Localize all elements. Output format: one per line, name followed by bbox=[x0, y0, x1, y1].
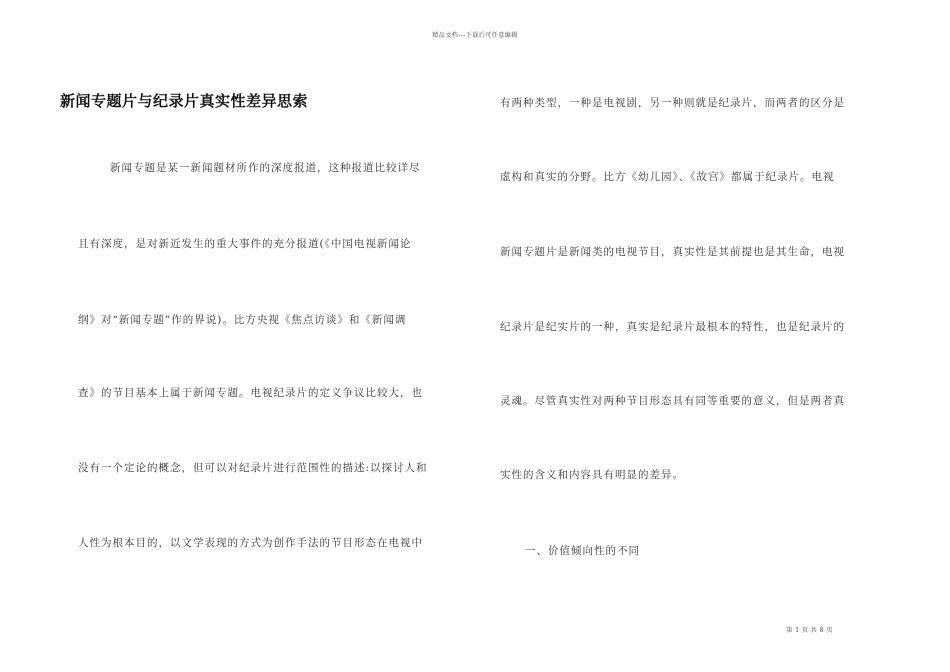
page-header: 精品文档---下载后可任意编辑 bbox=[432, 32, 518, 39]
document-title: 新闻专题片与纪录片真实性差异思索 bbox=[60, 92, 309, 110]
left-paragraph-line: 没有一个定论的概念，但可以对纪录片进行范围性的描述:以探讨人和 bbox=[78, 462, 428, 474]
right-paragraph-line: 纪录片是纪实片的一种，真实是纪录片最根本的特性，也是纪录片的 bbox=[500, 321, 845, 333]
right-paragraph-line: 新闻专题片是新闻类的电视节目，真实性是其前提也是其生命，电视 bbox=[500, 246, 845, 258]
left-paragraph-line: 查》的节目基本上属于新闻专题。电视纪录片的定义争议比较大，也 bbox=[78, 387, 423, 399]
left-paragraph-line: 新闻专题是某一新闻题材所作的深度报道，这种报道比较详尽 bbox=[110, 162, 421, 174]
right-paragraph-line: 虚构和真实的分野。比方《幼儿园》、《故宫》都属于纪录片。电视 bbox=[500, 171, 835, 183]
left-paragraph-line: 且有深度，是对新近发生的重大事件的充分报道(《中国电视新闻论 bbox=[78, 238, 412, 250]
section-heading: 一、价值倾向性的不同 bbox=[525, 545, 640, 557]
page-number: 第 1 页 共 8 页 bbox=[786, 627, 833, 634]
right-paragraph-line: 实性的含义和内容具有明显的差异。 bbox=[500, 469, 684, 481]
right-paragraph-line: 灵魂。尽管真实性对两种节目形态具有同等重要的意义，但是两者真 bbox=[500, 395, 845, 407]
left-paragraph-line: 人性为根本目的，以文学表现的方式为创作手法的节目形态在电视中 bbox=[78, 537, 423, 549]
left-paragraph-line: 纲》对“新闻专题”作的界说)。比方央视《焦点访谈》和《新闻调 bbox=[78, 314, 407, 326]
right-paragraph-line: 有两种类型，一种是电视剧，另一种则就是纪录片，而两者的区分是 bbox=[500, 97, 845, 109]
